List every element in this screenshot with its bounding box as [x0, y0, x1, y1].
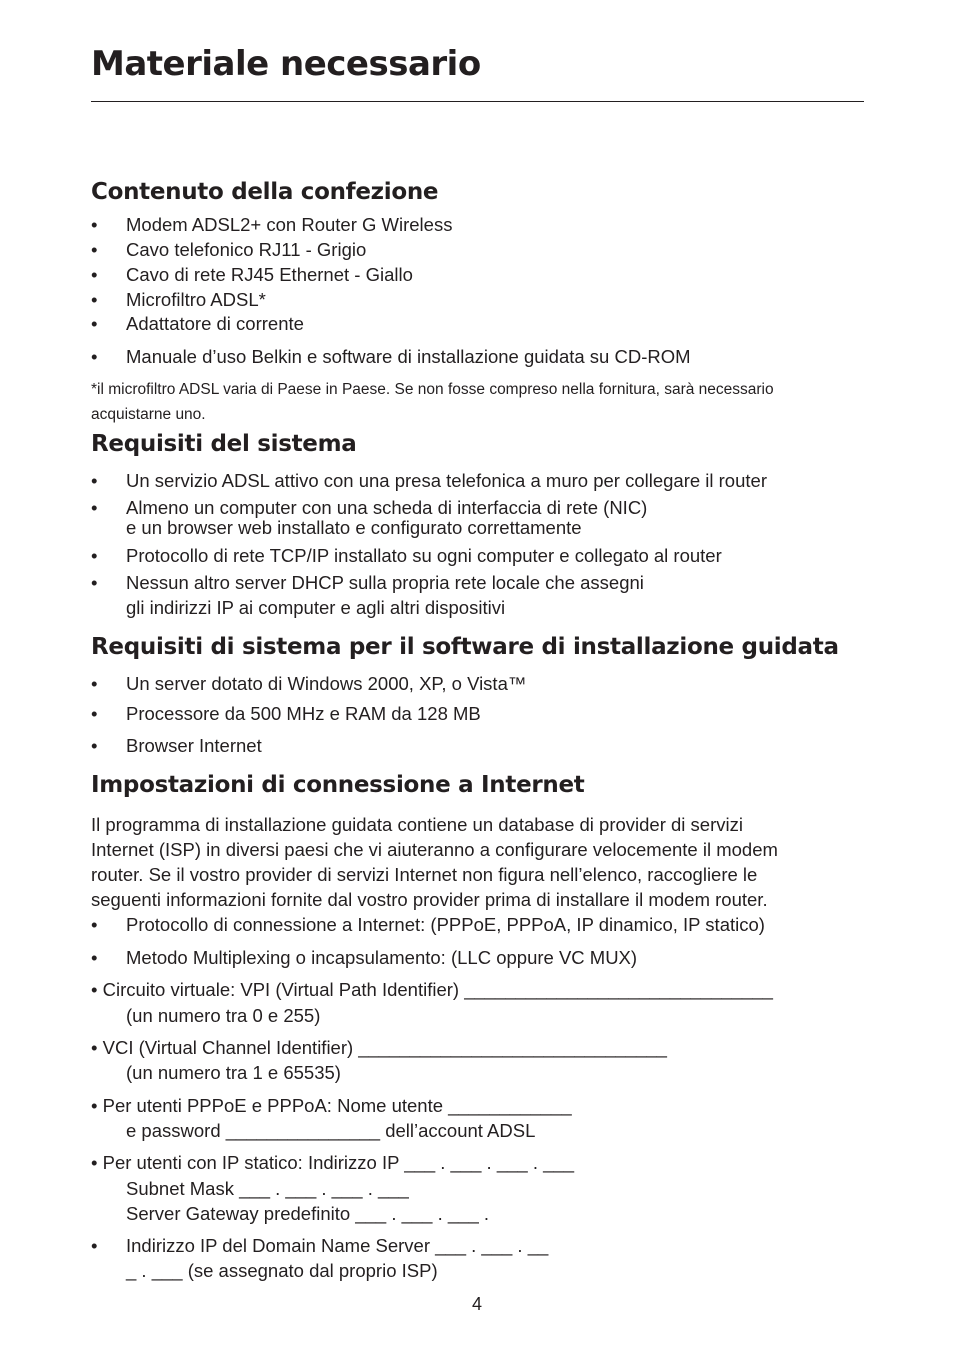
list-item: Protocollo di connessione a Internet: (PPPoE, PPPoA, IP dinamico, IP statico): [126, 914, 765, 935]
footnote: *il microfiltro ADSL varia di Paese in Paese. Se non fosse compreso nella fornitura, sarà necessario: [91, 381, 774, 398]
page-number: 4: [471, 1294, 482, 1314]
title-divider: [91, 101, 864, 102]
paragraph-line: router. Se il vostro provider di servizi Internet non figura nell’elenco, raccogliere le: [91, 864, 758, 885]
list-item: (un numero tra 1 e 65535): [126, 1062, 341, 1083]
bullet: •: [91, 470, 98, 491]
list-item: Nessun altro server DHCP sulla propria rete locale che assegni: [126, 572, 644, 593]
paragraph-line: seguenti informazioni fornite dal vostro provider prima di installare il modem router.: [91, 889, 768, 910]
list-item: e un browser web installato e configurato correttamente: [126, 517, 582, 538]
list-item: Modem ADSL2+ con Router G Wireless: [126, 214, 453, 235]
bullet: •: [91, 289, 98, 310]
bullet: •: [91, 264, 98, 285]
heading-internet-settings: Impostazioni di connessione a Internet: [91, 772, 585, 798]
list-item: • Circuito virtuale: VPI (Virtual Path Identifier) ______________________________: [91, 979, 773, 1000]
heading-package-contents: Contenuto della confezione: [91, 179, 439, 205]
list-item: • Per utenti con IP statico: Indirizzo IP ___ . ___ . ___ . ___: [91, 1152, 574, 1173]
list-item: Processore da 500 MHz e RAM da 128 MB: [126, 703, 481, 724]
heading-software-requirements: Requisiti di sistema per il software di installazione guidata: [91, 634, 839, 660]
bullet: •: [91, 239, 98, 260]
list-item: • VCI (Virtual Channel Identifier) ______________________________: [91, 1037, 667, 1058]
list-item: Un server dotato di Windows 2000, XP, o Vista™: [126, 673, 527, 694]
bullet: •: [91, 914, 98, 935]
list-item: Almeno un computer con una scheda di interfaccia di rete (NIC): [126, 497, 648, 518]
list-item: (un numero tra 0 e 255): [126, 1005, 321, 1026]
list-item: Manuale d’uso Belkin e software di installazione guidata su CD-ROM: [126, 346, 691, 367]
bullet: •: [91, 346, 98, 367]
bullet: •: [91, 735, 98, 756]
bullet: •: [91, 214, 98, 235]
footnote: acquistarne uno.: [91, 406, 206, 423]
list-item: Browser Internet: [126, 735, 262, 756]
bullet: •: [91, 497, 98, 518]
bullet: •: [91, 313, 98, 334]
page-title: Materiale necessario: [91, 44, 481, 84]
list-item: e password _______________ dell’account ADSL: [126, 1120, 536, 1141]
bullet: •: [91, 572, 98, 593]
paragraph-line: Il programma di installazione guidata contiene un database di provider di servizi: [91, 814, 743, 835]
list-item: Cavo telefonico RJ11 - Grigio: [126, 239, 367, 260]
list-item: Cavo di rete RJ45 Ethernet - Giallo: [126, 264, 413, 285]
list-item: _ . ___ (se assegnato dal proprio ISP): [126, 1260, 438, 1281]
list-item: Subnet Mask ___ . ___ . ___ . ___: [126, 1178, 409, 1199]
bullet: •: [91, 1235, 98, 1256]
heading-system-requirements: Requisiti del sistema: [91, 431, 357, 457]
bullet: •: [91, 947, 98, 968]
paragraph-line: Internet (ISP) in diversi paesi che vi aiuteranno a configurare velocemente il modem: [91, 839, 778, 860]
list-item: Protocollo di rete TCP/IP installato su ogni computer e collegato al router: [126, 545, 722, 566]
list-item: Indirizzo IP del Domain Name Server ___ . ___ . __: [126, 1235, 549, 1256]
list-item: Adattatore di corrente: [126, 313, 304, 334]
list-item: Microfiltro ADSL*: [126, 289, 266, 310]
bullet: •: [91, 703, 98, 724]
bullet: •: [91, 545, 98, 566]
list-item: Server Gateway predefinito ___ . ___ . ___ .: [126, 1203, 490, 1224]
bullet: •: [91, 673, 98, 694]
list-item: • Per utenti PPPoE e PPPoA: Nome utente ____________: [91, 1095, 572, 1116]
list-item: Un servizio ADSL attivo con una presa telefonica a muro per collegare il router: [126, 470, 767, 491]
list-item: Metodo Multiplexing o incapsulamento: (LLC oppure VC MUX): [126, 947, 638, 968]
list-item: gli indirizzi IP ai computer e agli altri dispositivi: [126, 597, 506, 618]
